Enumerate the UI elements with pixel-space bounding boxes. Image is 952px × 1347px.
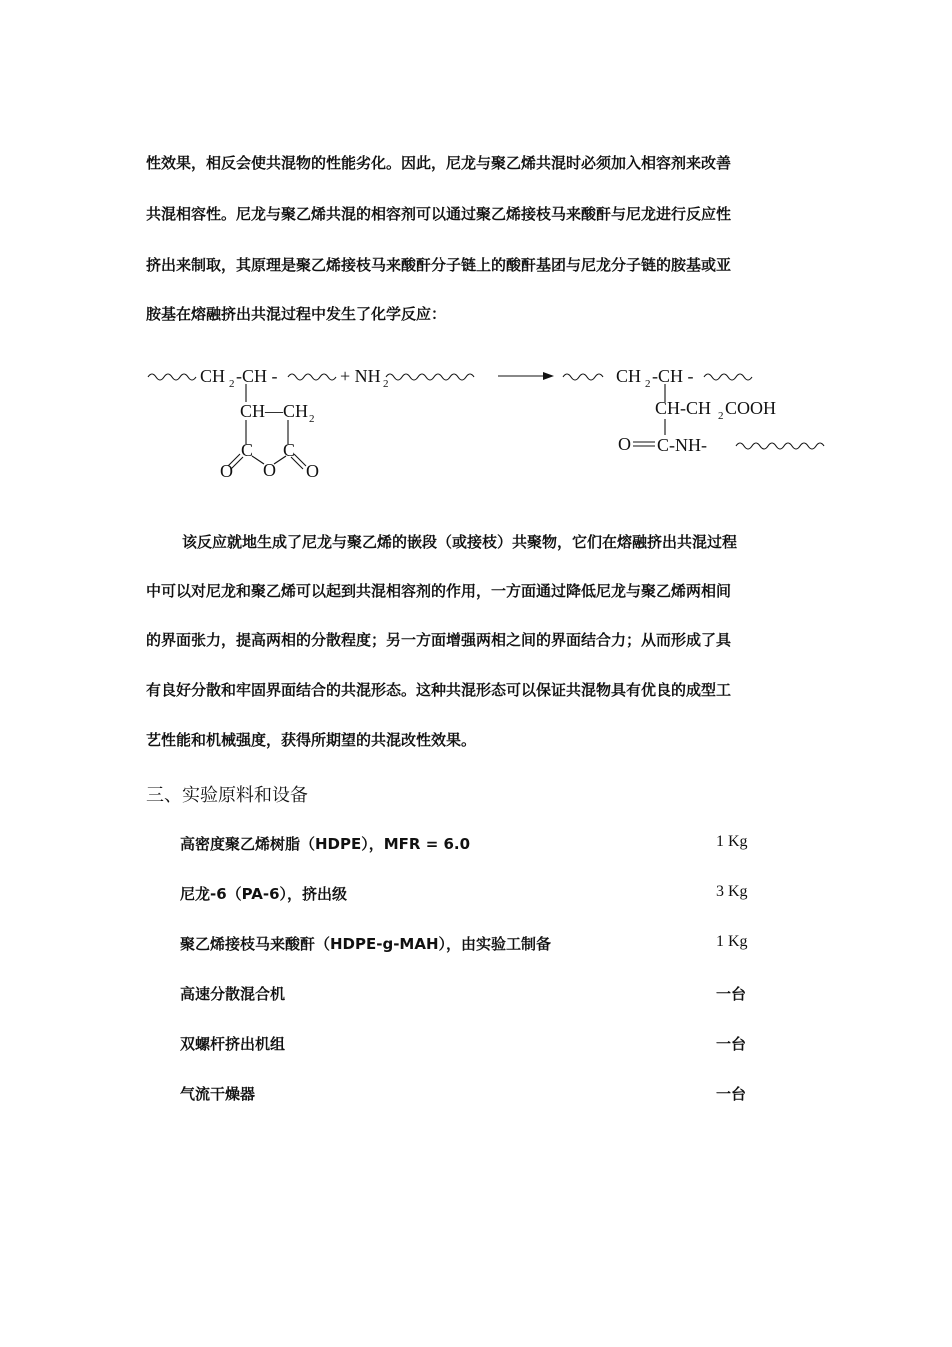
label-ring-o: O xyxy=(263,460,276,480)
subscript: 2 xyxy=(383,378,389,390)
text-line: 共混相容性。尼龙与聚乙烯共混的相容剂可以通过聚乙烯接枝马来酸酐与尼龙进行反应性 xyxy=(146,205,732,223)
label-ch2: CH xyxy=(616,366,642,386)
label-o: O xyxy=(618,434,631,454)
material-name: 双螺杆挤出机组 xyxy=(180,1035,286,1053)
material-name: 尼龙-6（PA-6），挤出级 xyxy=(180,885,348,903)
list-item xyxy=(180,883,760,909)
wavy-chain xyxy=(736,443,824,449)
material-name: 聚乙烯接枝马来酸酐（HDPE-g-MAH），由实验工制备 xyxy=(180,935,552,953)
text-line: 挤出来制取，其原理是聚乙烯接枝马来酸酐分子链上的酸酐基团与尼龙分子链的胺基或亚 xyxy=(146,256,732,274)
wavy-chain xyxy=(704,374,752,380)
list-item xyxy=(180,833,760,859)
label-ch: -CH - xyxy=(652,366,694,386)
subscript: 2 xyxy=(645,378,651,390)
label-plus-nh2: + NH xyxy=(340,366,381,386)
material-name: 高密度聚乙烯树脂（HDPE），MFR = 6.0 xyxy=(180,835,471,853)
material-quantity: 1 Kg xyxy=(716,833,748,850)
list-item xyxy=(180,1083,760,1109)
material-quantity: 一台 xyxy=(716,1085,747,1103)
subscript: 2 xyxy=(229,378,235,390)
subscript: 2 xyxy=(309,413,315,425)
arrow-icon xyxy=(543,372,554,380)
wavy-chain xyxy=(148,374,196,380)
material-quantity: 一台 xyxy=(716,1035,747,1053)
material-quantity: 一台 xyxy=(716,985,747,1003)
list-item xyxy=(180,983,760,1009)
label-branch: CH-CH xyxy=(655,398,712,418)
material-quantity: 1 Kg xyxy=(716,933,748,950)
section-heading: 三、实验原料和设备 xyxy=(146,785,308,806)
wavy-chain xyxy=(563,374,603,380)
label-ring-c: C xyxy=(241,440,254,460)
material-name: 高速分散混合机 xyxy=(180,985,286,1003)
material-name: 气流干燥器 xyxy=(180,1085,256,1103)
list-item xyxy=(180,933,760,959)
wavy-chain xyxy=(386,374,474,380)
text-line: 性效果，相反会使共混物的性能劣化。因此，尼龙与聚乙烯共混时必须加入相容剂来改善 xyxy=(146,154,732,172)
label-ring-o: O xyxy=(220,461,233,481)
label-ring-c: C xyxy=(283,440,296,460)
subscript: 2 xyxy=(718,410,724,422)
text-line: 有良好分散和牢固界面结合的共混形态。这种共混形态可以保证共混物具有优良的成型工 xyxy=(146,681,732,699)
label-cnh: C-NH- xyxy=(657,435,707,455)
label-ch: -CH - xyxy=(236,366,278,386)
list-item xyxy=(180,1033,760,1059)
text-line: 胺基在熔融挤出共混过程中发生了化学反应： xyxy=(146,305,447,323)
label-ring-top: CH—CH xyxy=(240,401,309,421)
label-ch2: CH xyxy=(200,366,226,386)
label-cooh: COOH xyxy=(725,398,777,418)
material-quantity: 3 Kg xyxy=(716,883,748,900)
text-line: 该反应就地生成了尼龙与聚乙烯的嵌段（或接枝）共聚物，它们在熔融挤出共混过程 xyxy=(182,533,738,551)
text-line: 的界面张力，提高两相的分散程度；另一方面增强两相之间的界面结合力；从而形成了具 xyxy=(146,631,732,649)
label-ring-o: O xyxy=(306,461,319,481)
wavy-chain xyxy=(288,374,336,380)
reaction-diagram xyxy=(140,352,830,492)
text-line: 艺性能和机械强度，获得所期望的共混改性效果。 xyxy=(146,731,477,749)
text-line: 中可以对尼龙和聚乙烯可以起到共混相容剂的作用，一方面通过降低尼龙与聚乙烯两相间 xyxy=(146,582,732,600)
